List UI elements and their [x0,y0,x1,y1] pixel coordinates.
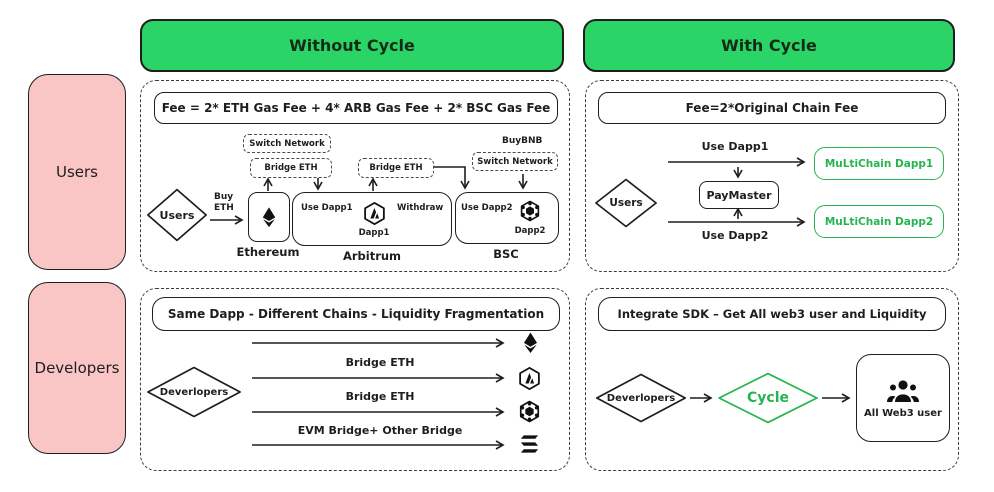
devs-without-title [152,297,560,331]
use-dapp1-text: Use Dapp1 [301,203,353,213]
buy-eth-line1: Buy [214,192,234,202]
devs-with-title-text: Integrate SDK – Get All web3 user and Liquidity [617,307,927,321]
chain-label-bsc [480,247,532,261]
multichain-dapp2-box [814,205,944,238]
chain-label-ethereum [230,245,306,259]
buy-bnb-label [502,136,542,146]
devs-without-title-text: Same Dapp - Different Chains - Liquidity Fragmentation [167,307,545,321]
dapp1-text: Dapp1 [358,228,390,238]
use-dapp1-with-label [695,140,775,153]
bridge-eth-arb-label [330,356,430,369]
devs-with-title [598,297,946,331]
bridge-eth-bsc-label [330,390,430,403]
developers-diamond-with-label: Deverlopers [606,392,676,404]
dapp2-text: Dapp2 [514,226,546,236]
use-dapp1-with-text: Use Dapp1 [701,140,769,153]
row-header-developers [28,282,126,454]
bridge-eth-bsc-text: Bridge ETH [345,390,415,403]
header-with-cycle [583,19,955,72]
evm-bridge-text: EVM Bridge+ Other Bridge [297,424,463,437]
multichain-dapp1-box [814,147,944,180]
users-group-icon [885,378,921,404]
row-header-users [28,74,126,270]
developers-diamond-without [145,366,243,418]
bridge-eth-arb-text: Bridge ETH [345,356,415,369]
ethereum-icon [519,331,542,354]
fee-formula-with-cycle-text: Fee=2*Original Chain Fee [685,101,859,115]
arbitrum-icon [362,201,387,226]
chain-label-arbitrum-text: Arbitrum [342,249,402,263]
fee-formula-without-cycle [154,92,558,124]
bsc-node [455,192,559,244]
use-dapp1-label [301,203,353,213]
withdraw-text: Withdraw [397,203,444,213]
ethereum-icon [258,206,280,228]
header-without-cycle [140,19,564,72]
users-diamond-without [146,188,208,242]
use-dapp2-with-label [695,229,775,242]
multichain-dapp1-text: MuLtiChain Dapp1 [824,157,934,170]
header-without-cycle-label: Without Cycle [289,36,415,55]
callout-bridge-eth-arb [250,158,332,178]
developers-diamond-without-label: Deverlopers [159,386,229,398]
callout-bridge-eth-arb-text: Bridge ETH [264,163,318,173]
chain-label-bsc-text: BSC [493,247,519,261]
buy-eth-label [214,192,234,215]
chain-label-ethereum-text: Ethereum [236,245,300,259]
use-dapp2-with-text: Use Dapp2 [701,229,769,242]
withdraw-label [397,203,443,213]
evm-bridge-label [288,424,472,437]
row-header-users-label: Users [55,163,98,181]
users-diamond-with [594,178,658,228]
buy-eth-line2: ETH [214,203,234,214]
row-header-developers-label: Developers [34,359,120,377]
paymaster-text: PayMaster [706,188,772,202]
users-diamond-without-label: Users [159,208,195,222]
buy-bnb-text: BuyBNB [502,136,543,146]
bnb-chain-icon [517,399,542,424]
callout-switch-network-eth-text: Switch Network [249,138,325,149]
multichain-dapp2-text: MuLtiChain Dapp2 [824,215,934,228]
callout-switch-network-bsc-text: Switch Network [477,156,553,167]
paymaster-box [699,181,779,209]
fee-formula-without-cycle-text: Fee = 2* ETH Gas Fee + 4* ARB Gas Fee + 2* BSC Gas Fee [161,101,551,115]
ethereum-node [248,192,290,242]
dapp1-label [353,228,395,238]
bnb-chain-icon [518,199,542,223]
cycle-diamond [716,372,820,424]
use-dapp2-text: Use Dapp2 [461,203,513,213]
fee-formula-with-cycle [598,92,946,124]
cycle-diamond-label: Cycle [747,390,789,406]
chain-label-arbitrum [330,249,414,263]
callout-bridge-eth-bsc [358,158,434,178]
solana-icon [518,434,541,455]
developers-diamond-with [594,373,688,423]
use-dapp2-label [461,203,513,213]
all-web3-user-text: All Web3 user [864,407,942,419]
dapp2-label [509,226,551,236]
callout-switch-network-bsc [472,152,558,171]
all-web3-user-box [856,354,950,442]
callout-bridge-eth-bsc-text: Bridge ETH [369,163,423,173]
callout-switch-network-eth [243,134,331,153]
header-with-cycle-label: With Cycle [721,36,817,55]
users-diamond-with-label: Users [609,197,643,209]
arbitrum-icon [517,366,542,391]
